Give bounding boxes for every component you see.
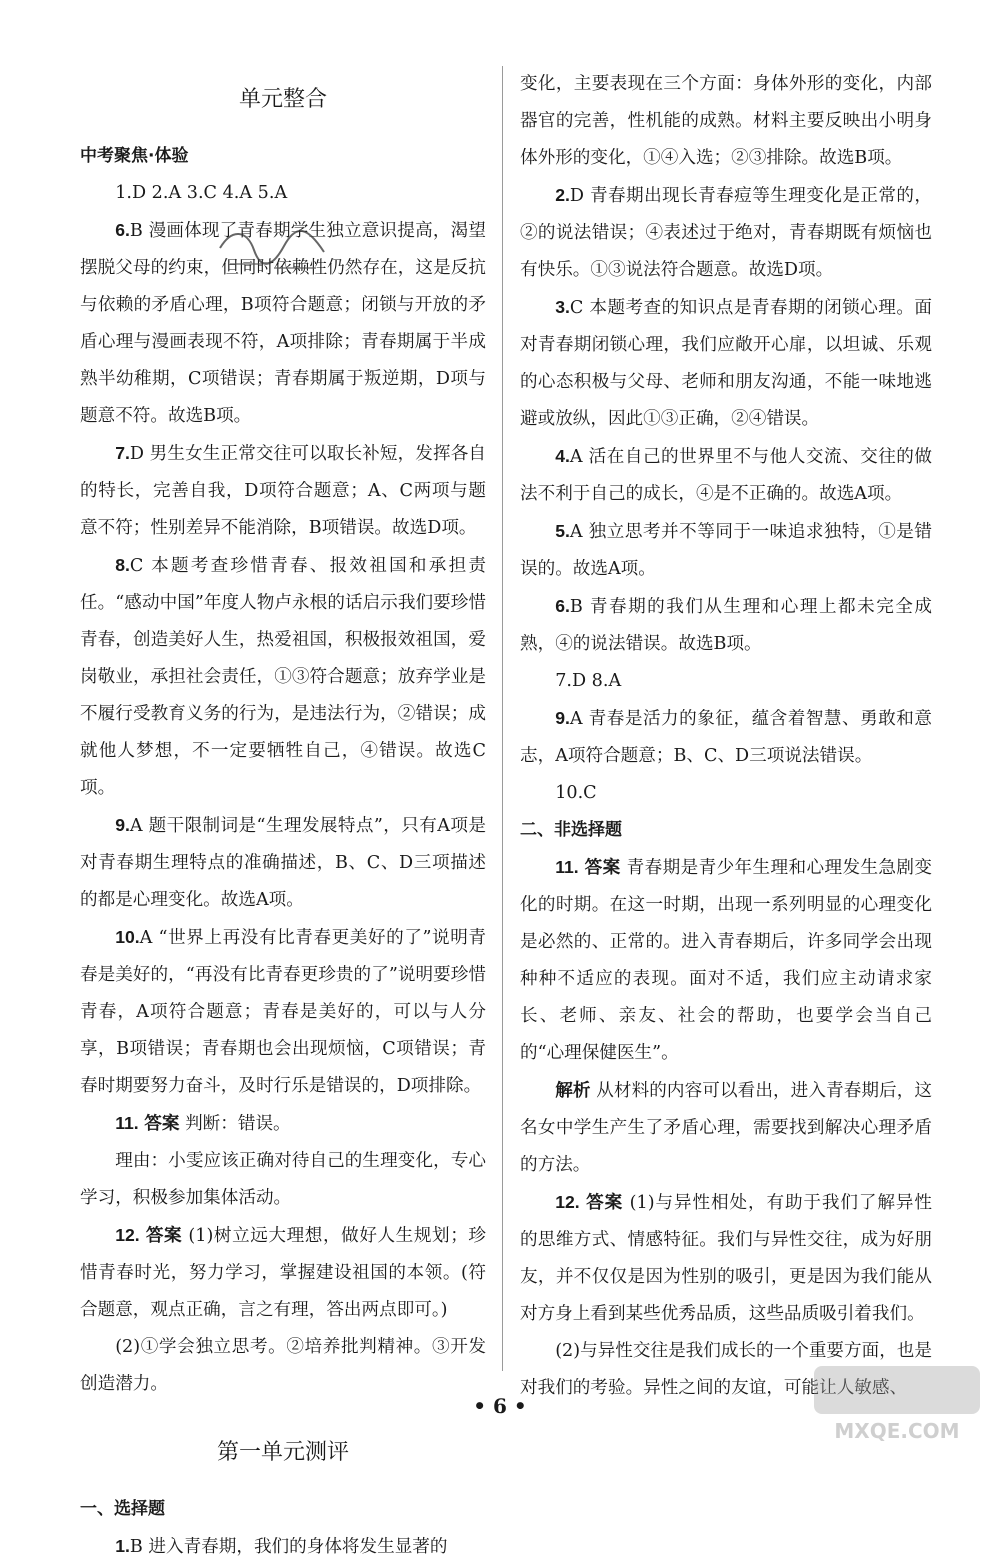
- subsection-heading-choice: 一、选择题: [80, 1499, 165, 1519]
- answer-paragraph-12: 12. 答案 (1)树立远大理想，做好人生规划；珍惜青春时光，努力学习，掌握建设祖国的本领。(符合题意，观点正确，言之有理，答出两点即可。): [80, 1225, 486, 1320]
- subsection-heading-exam-focus: 中考聚焦·体验: [80, 146, 189, 166]
- answer-paragraph-12-part2: (2)①学会独立思考。②培养批判精神。③开发创造潜力。: [80, 1337, 486, 1394]
- test-analysis-paragraph-11: 解析 从材料的内容可以看出，进入青春期后，这名女中学生产生了矛盾心理，需要找到解决心理矛盾的方法。: [520, 1080, 932, 1175]
- test-answer-paragraph-11: 11. 答案 青春期是青少年生理和心理发生急剧变化的时期。在这一时期，出现一系列明显的心理变化是必然的、正常的。进入青春期后，许多同学会出现种种不适应的表现。面对不适，我们应主动请求家长、老师、亲友、社会的帮助，也要学会当自己的“心理保健医生”。: [520, 857, 932, 1063]
- test-answer-paragraph-3: 3.C 本题考查的知识点是青春期的闭锁心理。面对青春期闭锁心理，我们应敞开心扉，以坦诚、乐观的心态积极与父母、老师和朋友沟通，不能一味地逃避或放纵，因此①③正确，②④错误。: [520, 297, 932, 429]
- test-answer-paragraph-5: 5.A 独立思考并不等同于一味追求独特，①是错误的。故选A项。: [520, 521, 932, 579]
- column-divider: [502, 66, 503, 1371]
- answer-paragraph-11: 11. 答案 判断：错误。: [115, 1113, 291, 1134]
- test-answer-paragraph-12: 12. 答案 (1)与异性相处，有助于我们了解异性的思维方式、情感特征。我们与异性交往，成为好朋友，并不仅仅是因为性别的吸引，更是因为我们能从对方身上看到某些优秀品质，这些品质吸引着我们。: [520, 1192, 932, 1324]
- test-answer-line-7-8: 7.D 8.A: [555, 671, 622, 691]
- answer-line-1-5: 1.D 2.A 3.C 4.A 5.A: [115, 183, 288, 203]
- test-answer-line-10: 10.C: [555, 783, 597, 803]
- test-answer-paragraph-1: 1.B 进入青春期，我们的身体将发生显著的: [115, 1536, 448, 1557]
- answer-paragraph-7: 7.D 男生女生正常交往可以取长补短，发挥各自的特长，完善自我，D项符合题意；A、C两项与题意不符；性别差异不能消除，B项错误。故选D项。: [80, 443, 486, 538]
- section-title-unit-test: 第一单元测评: [216, 1440, 349, 1465]
- watermark-logo: [812, 1364, 982, 1446]
- answer-paragraph-8: 8.C 本题考查珍惜青春、报效祖国和承担责任。“感动中国”年度人物卢永根的话启示我们要珍惜青春，创造美好人生，热爱祖国，积极报效祖国，爱岗敬业，承担社会责任，①③符合题意；放弃学业是不履行受教育义务的行为，是违法行为，②错误；成就他人梦想，不一定要牺牲自己，④错误。故选C项。: [80, 555, 486, 798]
- test-answer-paragraph-9: 9.A 青春是活力的象征，蕴含着智慧、勇敢和意志，A项符合题意；B、C、D三项说法错误。: [520, 708, 932, 766]
- test-answer-paragraph-12-part2: (2)与异性交往是我们成长的一个重要方面，也是对我们的考验。异性之间的友谊，可能让人敏感、: [520, 1341, 932, 1398]
- watermark-text: MXQE.COM: [834, 1419, 960, 1443]
- answer-paragraph-11-reason: 理由：小雯应该正确对待自己的生理变化，专心学习，积极参加集体活动。: [80, 1151, 486, 1208]
- test-answer-paragraph-2: 2.D 青春期出现长青春痘等生理变化是正常的，②的说法错误；④表述过于绝对，青春期既有烦恼也有快乐。①③说法符合题意。故选D项。: [520, 185, 932, 280]
- right-column: [520, 66, 932, 1398]
- answer-paragraph-9: 9.A 题干限制词是“生理发展特点”，只有A项是对青春期生理特点的准确描述，B、C、D三项描述的都是心理变化。故选A项。: [80, 815, 486, 910]
- test-answer-paragraph-4: 4.A 活在自己的世界里不与他人交流、交往的做法不利于自己的成长，④是不正确的。故选A项。: [520, 446, 932, 504]
- test-answer-paragraph-6: 6.B 青春期的我们从生理和心理上都未完全成熟，④的说法错误。故选B项。: [520, 596, 932, 654]
- section-title-unit-integration: 单元整合: [238, 87, 327, 112]
- handwriting-scribble: [212, 218, 332, 280]
- answer-paragraph-10: 10.A “世界上再没有比青春更美好的了”说明青春是美好的，“再没有比青春更珍贵的了”说明要珍惜青春，A项符合题意；青春是美好的，可以与人分享，B项错误；青春期也会出现烦恼，C项错误；青春时期要努力奋斗，及时行乐是错误的，D项排除。: [80, 927, 486, 1096]
- page-number: • 6 •: [473, 1394, 527, 1418]
- test-answer-paragraph-1-cont: 变化，主要表现在三个方面：身体外形的变化，内部器官的完善，性机能的成熟。材料主要反映出小明身体外形的变化，①④入选；②③排除。故选B项。: [520, 74, 932, 168]
- subsection-heading-non-choice: 二、非选择题: [520, 820, 622, 840]
- answer-paragraph-6: 6.B 漫画体现了青春期学生独立意识提高，渴望摆脱父母的约束，但同时依赖性仍然存在，这是反抗与依赖的矛盾心理，B项符合题意；闭锁与开放的矛盾心理与漫画表现不符，A项排除；青春期属于半成熟半幼稚期，C项错误；青春期属于叛逆期，D项与题意不符。故选B项。: [80, 220, 486, 426]
